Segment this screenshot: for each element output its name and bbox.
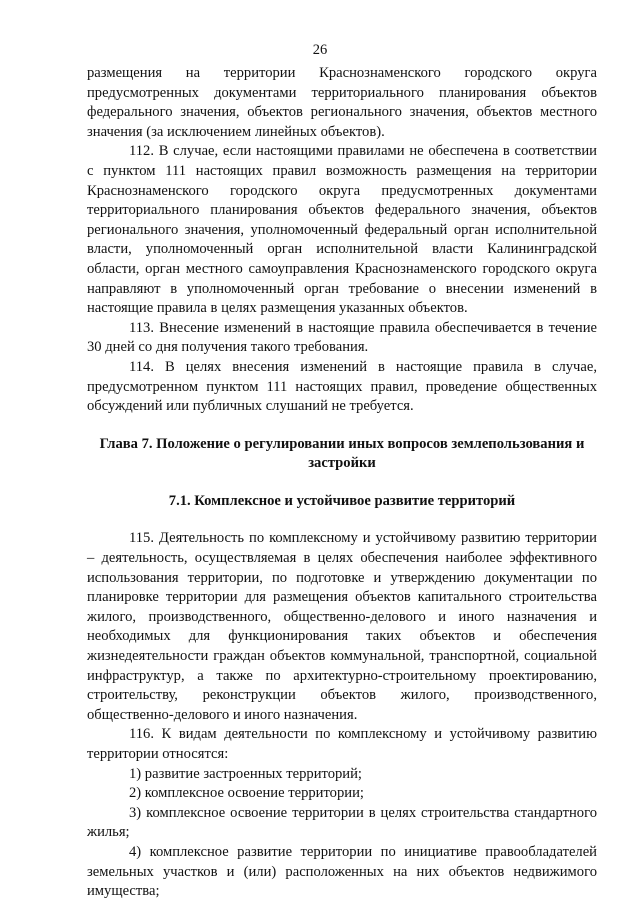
page-number: 26: [312, 42, 328, 58]
paragraph-113: 113. Внесение изменений в настоящие правила обеспечивается в течение 30 дней со дня получения такого требования.: [87, 319, 597, 356]
paragraph-114: 114. В целях внесения изменений в настоящие правила в случае, предусмотренном пунктом 111 настоящих правил, проведение общественных обсуждений или публичных слушаний не требуется.: [87, 358, 597, 415]
section-heading: 7.1. Комплексное и устойчивое развитие территорий: [168, 492, 516, 509]
chapter-heading: Глава 7. Положение о регулировании иных вопросов землепользования и застройки: [99, 435, 585, 472]
paragraph-112: 112. В случае, если настоящими правилами не обеспечена в соответствии с пунктом 111 настоящих правил возможность размещения на территории Краснознаменского городского округа предусмотренных документами территориального планирования объектов федерального значения, объектов регионального значения, уполномоченный федеральный орган исполнительной власти, уполномоченный орган исполнительной власти Калининградской области, орган местного самоуправления Краснознаменского городского округа направляют в уполномоченный орган требование о внесении изменений в настоящие правила в целях размещения указанных объектов.: [87, 143, 597, 317]
document-body: [87, 64, 597, 902]
paragraph-116: 116. К видам деятельности по комплексному и устойчивому развитию территории относятся:: [87, 726, 597, 762]
list-item-4: 4) комплексное развитие территории по инициативе правообладателей земельных участков и (или) расположенных на них объектов недвижимого имущества;: [87, 843, 597, 900]
list-item-3: 3) комплексное освоение территории в целях строительства стандартного жилья;: [87, 804, 597, 841]
list-item-2: 2) комплексное освоение территории;: [129, 785, 364, 802]
list-item-1: 1) развитие застроенных территорий;: [129, 765, 362, 782]
paragraph-115: 115. Деятельность по комплексному и устойчивому развитию территории – деятельность, осуществляемая в целях обеспечения наиболее эффективного использования территории, по подготовке и утверждению документации по планировке территории для размещения объектов капитального строительства жилого, производственного, общественно-делового и иного назначения и необходимых для функционирования таких объектов и обеспечения жизнедеятельности граждан объектов коммунальной, транспортной, социальной инфраструктур, а также по архитектурно-строительному проектированию, строительству, реконструкции объектов жилого, производственного, общественно-делового и иного назначения.: [87, 530, 597, 723]
paragraph-continuation: размещения на территории Краснознаменского городского округа предусмотренных документами территориального планирования объектов федерального значения, объектов регионального значения, объектов местного значения (за исключением линейных объектов).: [87, 65, 597, 140]
